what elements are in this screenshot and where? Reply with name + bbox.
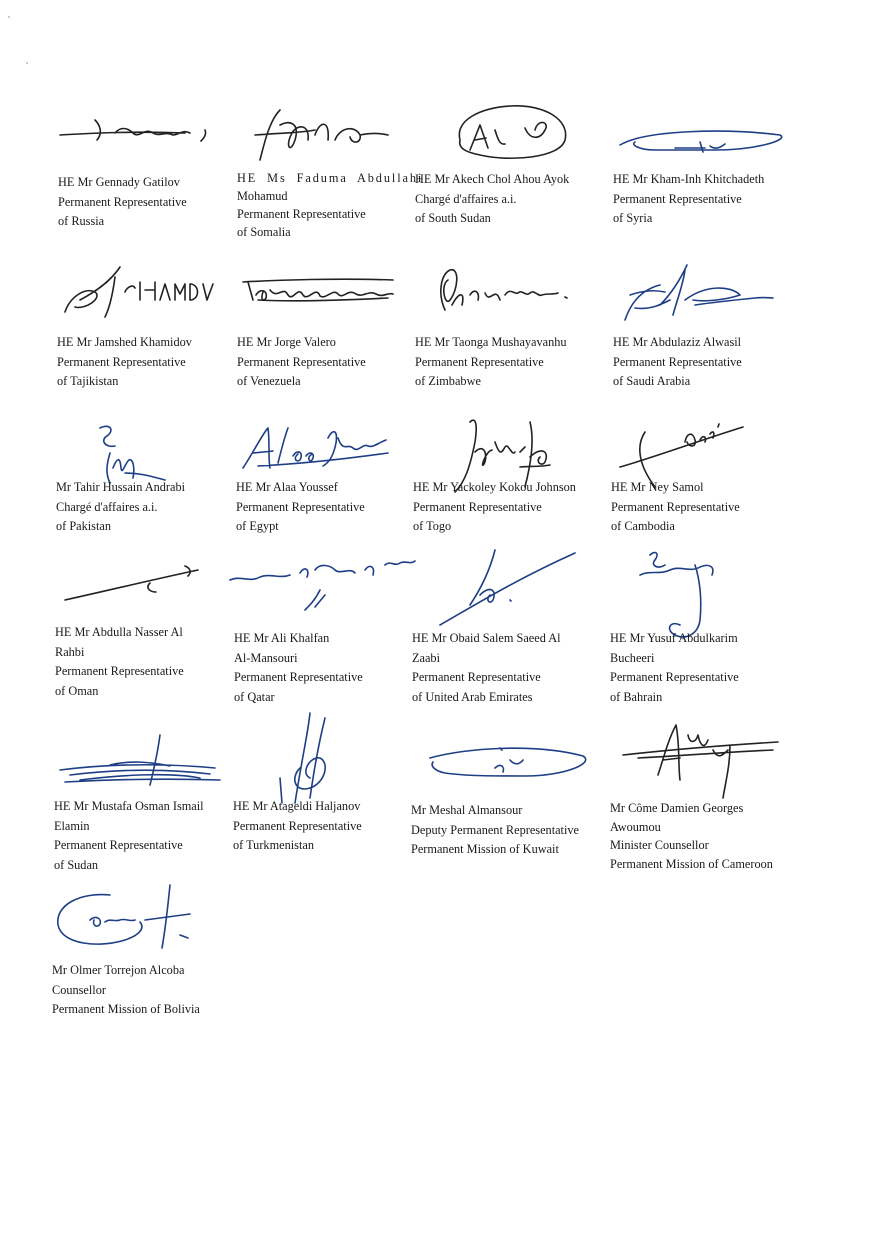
- signatory-name: HE Mr Ali Khalfan: [234, 631, 330, 645]
- signatory-country: of South Sudan: [415, 211, 491, 225]
- signature-mohamud: [240, 105, 390, 175]
- signatory-title: Permanent Representative: [58, 194, 187, 209]
- signatory-block: [613, 333, 742, 392]
- signatory-block: [58, 173, 187, 232]
- signatory-country: Permanent Mission of Bolivia: [52, 1002, 200, 1016]
- signatory-title: Chargé d'affaires a.i.: [415, 191, 517, 206]
- signatory-country: of Venezuela: [237, 374, 301, 388]
- signatory-name: HE Mr Alaa Youssef: [236, 480, 338, 494]
- signatory-title: Permanent Representative: [412, 670, 541, 684]
- signature-khitchadeth: [615, 120, 790, 165]
- signatory-country: of Zimbabwe: [415, 374, 481, 388]
- signatory-name: HE Ms Faduma Abdullahi: [237, 171, 424, 185]
- signatory-name: HE Mr Kham-Inh Khitchadeth: [613, 172, 765, 186]
- signatory-country: of Sudan: [54, 857, 99, 872]
- signatory-title: Permanent Representative: [234, 670, 363, 684]
- signatory-title: Chargé d'affaires a.i.: [56, 499, 158, 514]
- signatory-name-cont: Bucheeri: [610, 650, 655, 665]
- signatory-name-cont: Awoumou: [610, 819, 661, 834]
- signature-youssef: [238, 418, 393, 478]
- signatory-title: Permanent Representative: [237, 207, 366, 221]
- signatory-name: HE Mr Obaid Salem Saeed Al: [412, 631, 561, 645]
- signatory-name: Mr Côme Damien Georges: [610, 801, 744, 815]
- signatory-title: Deputy Permanent Representative: [411, 822, 580, 837]
- signatory-title: Permanent Representative: [610, 670, 739, 684]
- signatory-name: Mr Tahir Hussain Andrabi: [56, 480, 186, 494]
- signatory-block: [57, 333, 192, 392]
- signatory-block: [415, 333, 567, 392]
- signatory-title: Minister Counsellor: [610, 838, 709, 852]
- signatory-title: Permanent Representative: [613, 354, 742, 369]
- signatory-block: [610, 629, 739, 707]
- signatory-country: of Egypt: [236, 519, 279, 533]
- signatory-title: Permanent Representative: [54, 838, 183, 852]
- signatory-name: HE Mr Jorge Valero: [237, 335, 336, 349]
- signatory-country: of Cambodia: [611, 519, 675, 533]
- signatory-block: [411, 801, 579, 860]
- signatory-name: HE Mr Gennady Gatilov: [58, 175, 180, 189]
- signatory-title: Permanent Representative: [413, 499, 542, 514]
- signatory-name-cont: Al-Mansouri: [234, 650, 298, 665]
- signatory-name: HE Mr Yusuf Abdulkarim: [610, 631, 738, 645]
- signature-mushayavanhu: [430, 265, 575, 320]
- signatory-name: HE Mr Jamshed Khamidov: [57, 335, 192, 349]
- signatory-block: [52, 961, 200, 1020]
- signatory-block: [611, 478, 740, 537]
- signatory-block: [55, 623, 184, 701]
- signature-al-mansouri: [225, 555, 425, 615]
- signature-almansour: [425, 738, 595, 788]
- signature-khamidov: [55, 262, 215, 322]
- signatory-name: HE Mr Akech Chol Ahou Ayok: [415, 172, 570, 186]
- signature-haljanov: [270, 708, 350, 808]
- signatory-block: [613, 170, 764, 229]
- signatory-title: Permanent Representative: [613, 191, 742, 206]
- signatory-country: of United Arab Emirates: [412, 689, 533, 704]
- signatory-block: [412, 629, 561, 707]
- signatory-country: of Saudi Arabia: [613, 374, 691, 388]
- signature-ayok: [450, 100, 575, 165]
- signatory-name: Mr Olmer Torrejon Alcoba: [52, 963, 185, 977]
- signatory-country: of Oman: [55, 683, 99, 698]
- signatory-title: Permanent Representative: [415, 354, 544, 369]
- signatory-block: [233, 797, 362, 856]
- signatory-name: Mr Meshal Almansour: [411, 803, 523, 817]
- signatory-title: Permanent Representative: [236, 499, 365, 514]
- signatory-block: [56, 478, 185, 537]
- signatory-title: Permanent Representative: [237, 354, 366, 369]
- signatory-name: HE Mr Taonga Mushayavanhu: [415, 335, 567, 349]
- signatory-country: of Pakistan: [56, 519, 111, 533]
- signatory-title: Permanent Representative: [233, 818, 362, 833]
- scan-speck: [26, 62, 28, 64]
- signatory-country: of Syria: [613, 211, 653, 225]
- signatory-country: of Turkmenistan: [233, 838, 314, 852]
- signature-rahbi: [60, 558, 205, 608]
- signature-gatilov: [55, 105, 225, 155]
- signatory-title: Permanent Representative: [57, 354, 186, 369]
- signatory-name-cont: Rahbi: [55, 644, 85, 659]
- signatory-title: Permanent Representative: [55, 664, 184, 678]
- signature-alwasil: [615, 260, 775, 330]
- signatory-country: Permanent Mission of Kuwait: [411, 842, 559, 856]
- signature-valero: [238, 270, 398, 310]
- signatory-name: HE Mr Abdulaziz Alwasil: [613, 335, 742, 349]
- signatory-country: Permanent Mission of Cameroon: [610, 856, 773, 871]
- signatory-name: HE Mr Ney Samol: [611, 480, 704, 494]
- signature-awoumou: [618, 720, 783, 800]
- signatory-name: HE Mr Mustafa Osman Ismail: [54, 799, 204, 813]
- signatory-country: of Russia: [58, 214, 105, 228]
- signature-alcoba: [50, 880, 200, 955]
- signatory-country: of Qatar: [234, 689, 275, 704]
- signatory-block: [237, 169, 423, 241]
- signatory-name: HE Mr Atageldi Haljanov: [233, 799, 361, 813]
- signatory-block: [610, 799, 773, 873]
- signatory-block: [54, 797, 204, 875]
- signatory-name-cont: Elamin: [54, 818, 90, 833]
- signatory-name: HE Mr Yackoley Kokou Johnson: [413, 480, 576, 494]
- scan-speck: [8, 16, 10, 18]
- signatory-title: Counsellor: [52, 982, 106, 997]
- signatory-name-cont: Mohamud: [237, 189, 288, 203]
- signatory-block: [415, 170, 569, 229]
- signatory-name: HE Mr Abdulla Nasser Al: [55, 625, 183, 639]
- signatory-name-cont: Zaabi: [412, 650, 440, 665]
- signature-al-zaabi: [435, 545, 585, 630]
- signatory-block: [234, 629, 363, 707]
- signatory-block: [236, 478, 365, 537]
- signatory-block: [237, 333, 366, 392]
- signatory-country: of Togo: [413, 519, 452, 533]
- signatory-country: of Somalia: [237, 225, 291, 239]
- signatory-block: [413, 478, 576, 537]
- signatory-country: of Bahrain: [610, 689, 663, 704]
- signatory-country: of Tajikistan: [57, 374, 119, 388]
- signature-elamin: [50, 730, 225, 790]
- signatory-title: Permanent Representative: [611, 499, 740, 514]
